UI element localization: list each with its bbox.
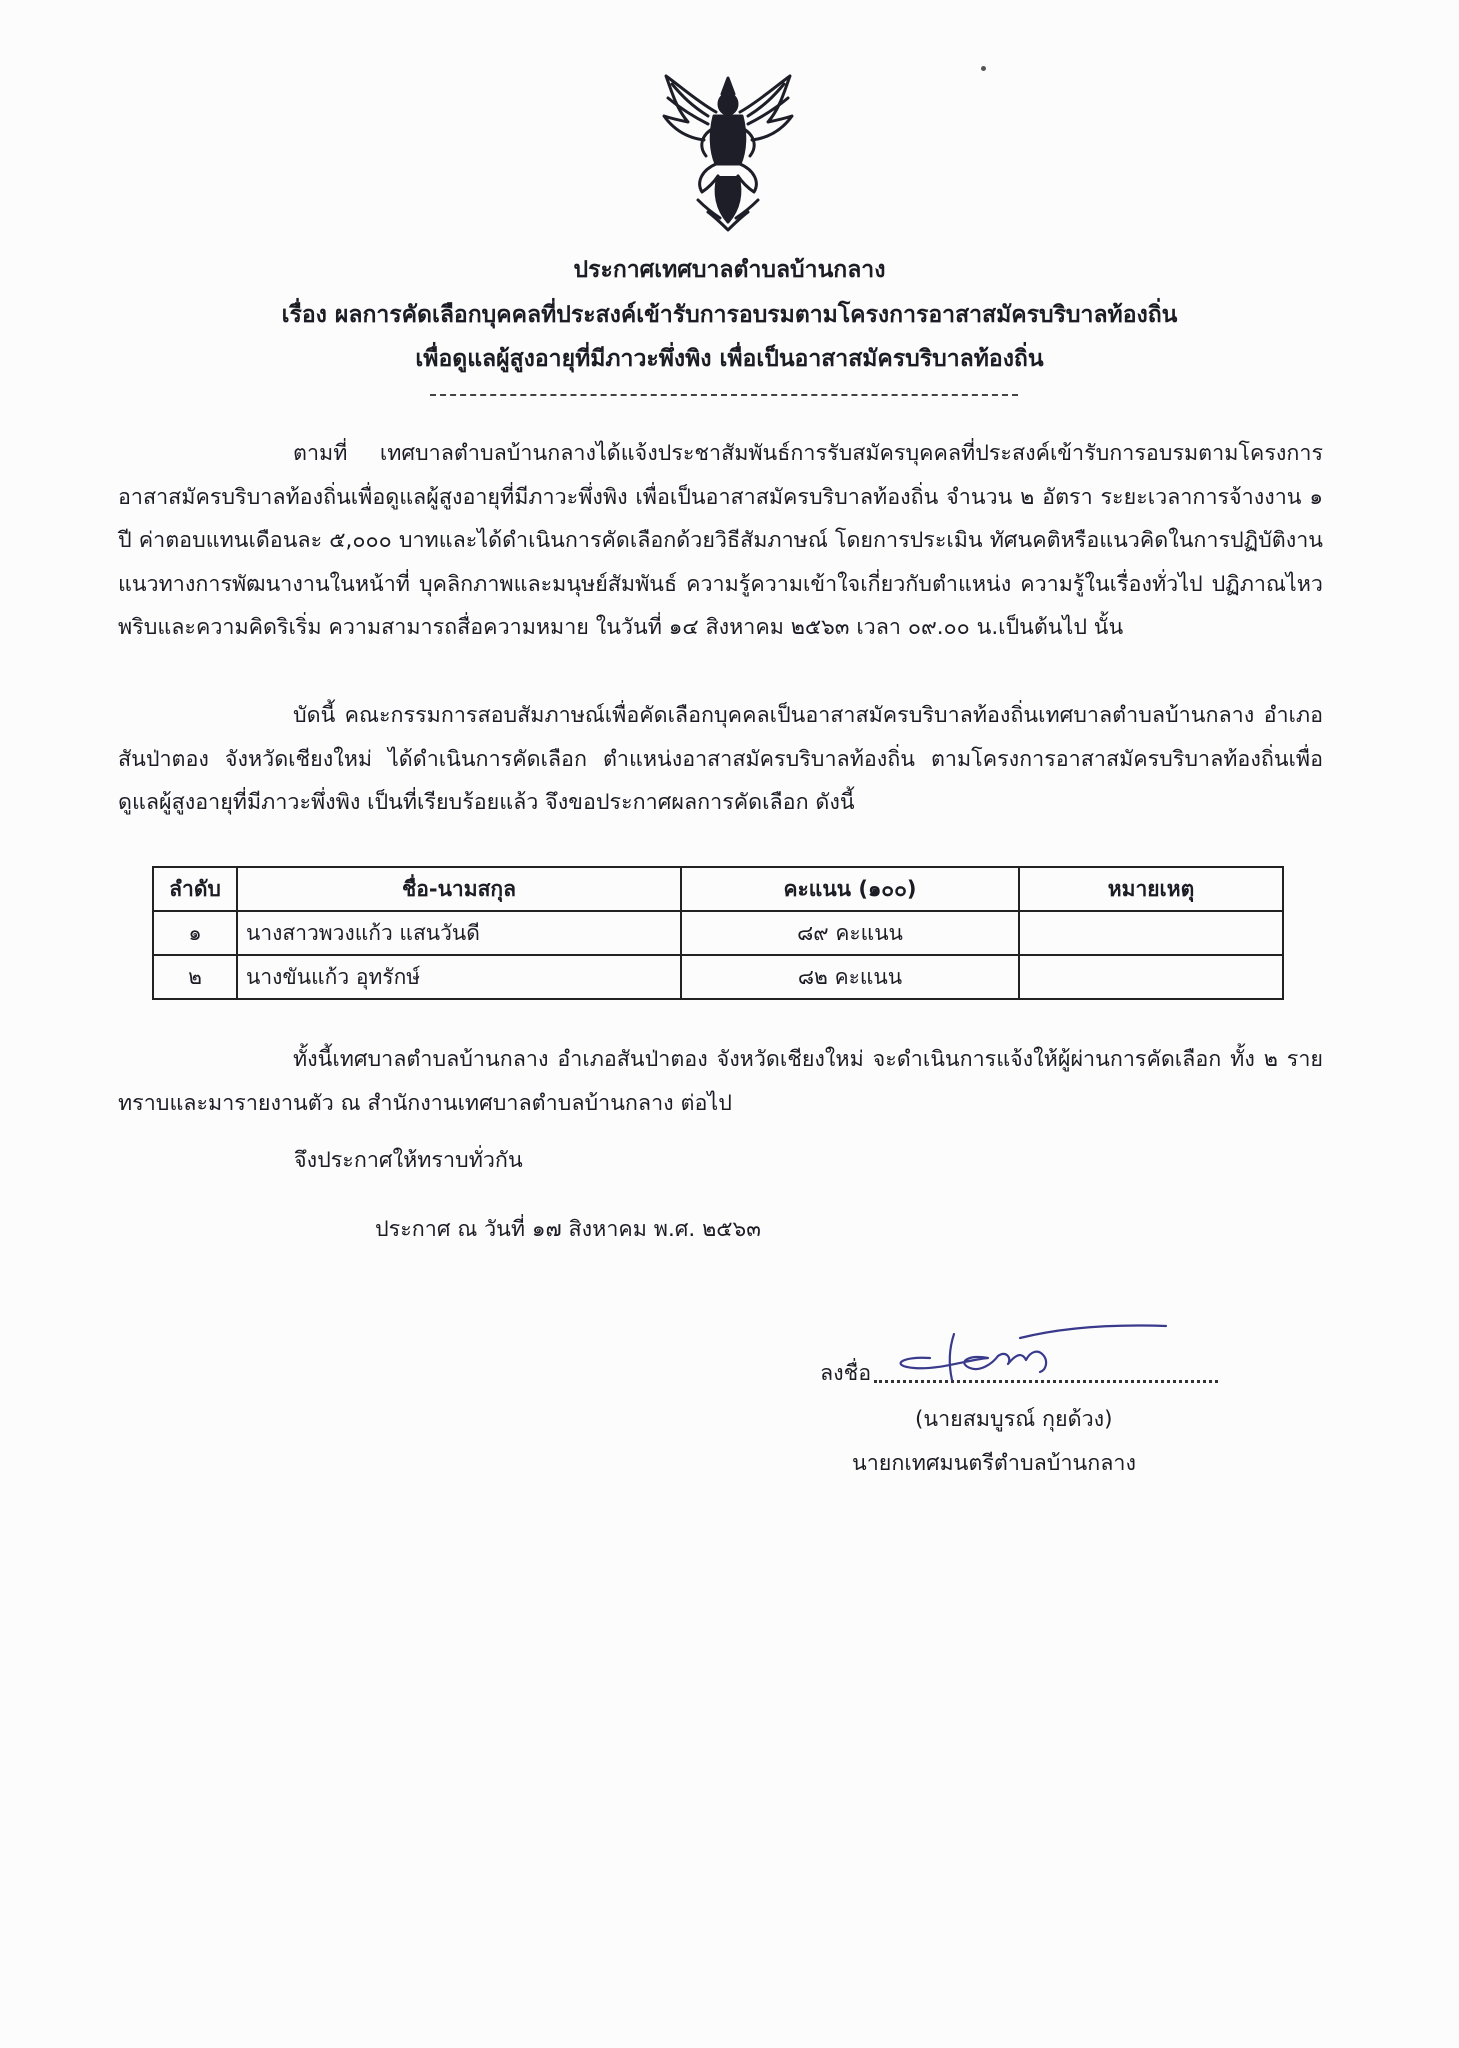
signatory-position: นายกเทศมนตรีตำบลบ้านกลาง xyxy=(852,1451,1136,1476)
cell-name: นางสาวพวงแก้ว แสนวันดี xyxy=(237,911,681,955)
handwritten-signature xyxy=(870,1318,1170,1398)
cell-name: นางขันแก้ว อุทรักษ์ xyxy=(237,955,681,999)
cell-note xyxy=(1019,911,1283,955)
cell-note xyxy=(1019,955,1283,999)
table-header-row xyxy=(153,867,1283,911)
body-paragraph-1: ตามที่ เทศบาลตำบลบ้านกลางได้แจ้งประชาสัมพันธ์การรับสมัครบุคคลที่ประสงค์เข้ารับการอบรมตามโครงการอาสาสมัครบริบาลท้องถิ่นเพื่อดูแลผู้สูงอายุที่มีภาวะพึ่งพิง เพื่อเป็นอาสาสมัครบริบาลท้องถิ่น จำนวน ๒ อัตรา ระยะเวลาการจ้างงาน ๑ ปี ค่าตอบแทนเดือนละ ๕,๐๐๐ บาทและได้ดำเนินการคัดเลือกด้วยวิธีสัมภาษณ์ โดยการประเมิน ทัศนคติหรือแนวคิดในการปฏิบัติงาน แนวทางการพัฒนางานในหน้าที่ บุคลิกภาพและมนุษย์สัมพันธ์ ความรู้ความเข้าใจเกี่ยวกับตำแหน่ง ความรู้ในเรื่องทั่วไป ปฏิภาณไหวพริบและความคิดริเริ่ม ความสามารถสื่อความหมาย ในวันที่ ๑๔ สิงหาคม ๒๕๖๓ เวลา ๐๙.๐๐ น.เป็นต้นไป นั้น xyxy=(118,441,1323,640)
header-note: หมายเหตุ xyxy=(1019,867,1283,911)
cell-score: ๘๙ คะแนน xyxy=(681,911,1019,955)
cell-rank: ๑ xyxy=(153,911,237,955)
date-line: ประกาศ ณ วันที่ ๑๗ สิงหาคม พ.ศ. ๒๕๖๓ xyxy=(375,1217,761,1242)
paper-speck xyxy=(981,66,986,71)
header-rank: ลำดับ xyxy=(153,867,237,911)
signatory-name: (นายสมบูรณ์ กุยด้วง) xyxy=(915,1407,1113,1432)
table-row xyxy=(153,911,1283,955)
title-divider xyxy=(430,394,1018,396)
cell-score: ๘๒ คะแนน xyxy=(681,955,1019,999)
announce-line: จึงประกาศให้ทราบทั่วกัน xyxy=(294,1148,523,1173)
cell-rank: ๒ xyxy=(153,955,237,999)
announcement-subject-cont: เพื่อดูแลผู้สูงอายุที่มีภาวะพึ่งพิง เพื่อเป็นอาสาสมัครบริบาลท้องถิ่น xyxy=(415,346,1044,372)
table-row xyxy=(153,955,1283,999)
header-score: คะแนน (๑๐๐) xyxy=(681,867,1019,911)
body-paragraph-2: บัดนี้ คณะกรรมการสอบสัมภาษณ์เพื่อคัดเลือกบุคคลเป็นอาสาสมัครบริบาลท้องถิ่นเทศบาลตำบลบ้านกลาง อำเภอสันป่าตอง จังหวัดเชียงใหม่ ได้ดำเนินการคัดเลือก ตำแหน่งอาสาสมัครบริบาลท้องถิ่น ตามโครงการอาสาสมัครบริบาลท้องถิ่นเพื่อดูแลผู้สูงอายุที่มีภาวะพึ่งพิง เป็นที่เรียบร้อยแล้ว จึงขอประกาศผลการคัดเลือก ดังนี้ xyxy=(118,703,1323,815)
header-name: ชื่อ-นามสกุล xyxy=(237,867,681,911)
signature-label: ลงชื่อ xyxy=(820,1361,872,1386)
announcement-title: ประกาศเทศบาลตำบลบ้านกลาง xyxy=(573,257,886,283)
garuda-emblem-icon xyxy=(658,72,798,234)
body-paragraph-3: ทั้งนี้เทศบาลตำบลบ้านกลาง อำเภอสันป่าตอง จังหวัดเชียงใหม่ จะดำเนินการแจ้งให้ผู้ผ่านการคัดเลือก ทั้ง ๒ ราย ทราบและมารายงานตัว ณ สำนักงานเทศบาลตำบลบ้านกลาง ต่อไป xyxy=(118,1047,1323,1116)
results-table xyxy=(152,866,1284,1000)
announcement-subject: เรื่อง ผลการคัดเลือกบุคคลที่ประสงค์เข้ารับการอบรมตามโครงการอาสาสมัครบริบาลท้องถิ่น xyxy=(281,302,1178,328)
